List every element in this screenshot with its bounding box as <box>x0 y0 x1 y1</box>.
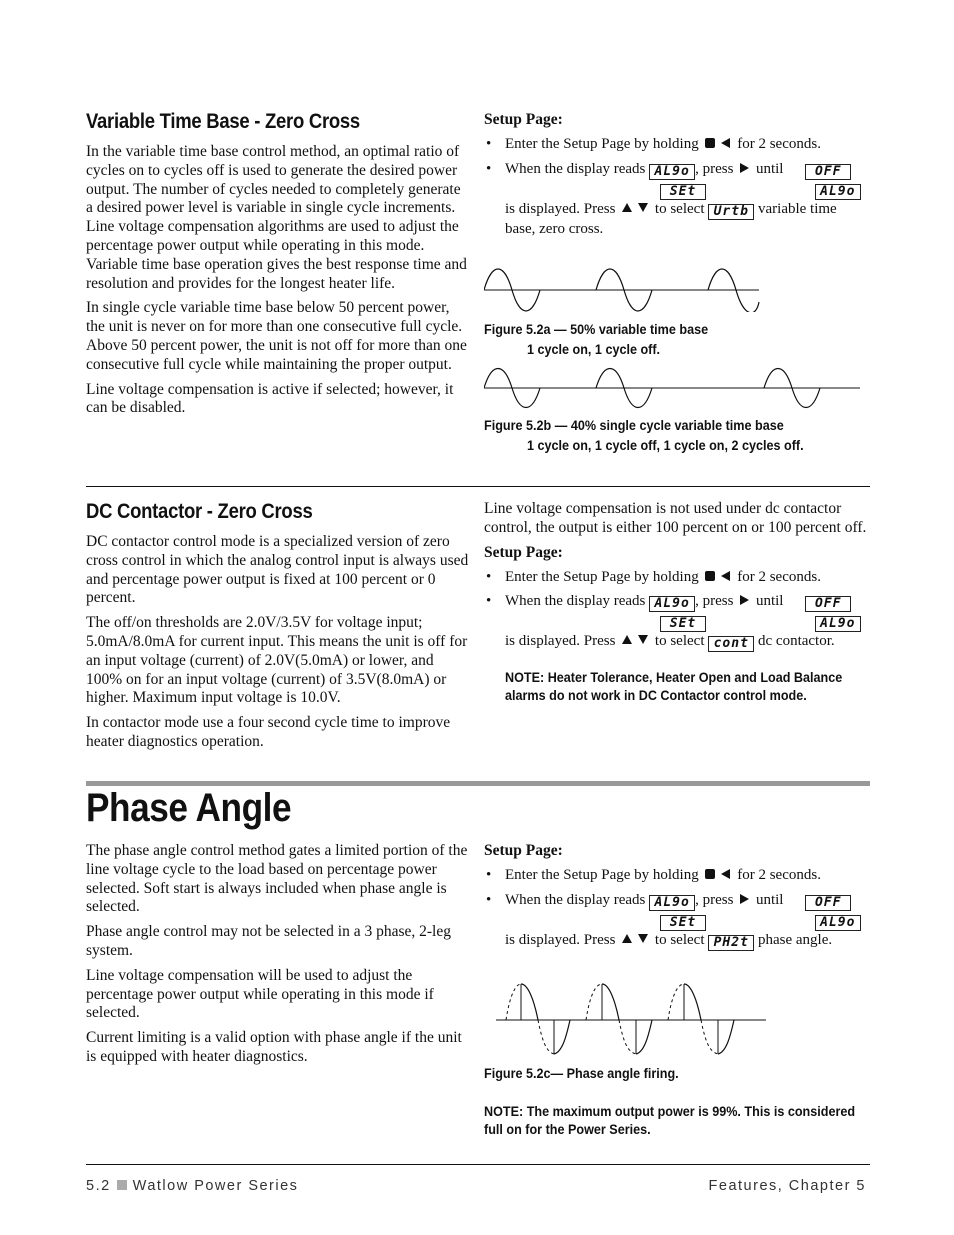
setup-steps <box>484 568 868 653</box>
lcd-display: AL9o <box>649 895 695 911</box>
paragraph: Line voltage compensation will be used to adjust the percentage power output while operating in this mode if selected. <box>86 966 434 1022</box>
step-text: for 2 seconds. <box>737 568 821 585</box>
step-text: to select <box>654 633 705 650</box>
lcd-display: PH2t <box>708 935 754 951</box>
setup-step: • When the display reads AL9o , press until OFF SEt AL9o is displayed. Press to select cont dc contactor. <box>484 592 868 652</box>
waveform-figure-5-2c <box>496 980 768 1058</box>
square-key-icon <box>705 571 715 581</box>
step-text: until <box>755 593 784 610</box>
figure-caption: Figure 5.2b — 40% single cycle variable time base <box>484 417 784 433</box>
paragraph: In contactor mode use a four second cycle time to improve heater diagnostics operation. <box>86 714 451 750</box>
footer-square-icon <box>117 1180 127 1190</box>
lcd-display: AL9o <box>649 164 695 180</box>
setup-step: • Enter the Setup Page by holding for 2 seconds. <box>486 136 821 152</box>
phase-angle-heading-wrap <box>86 786 319 831</box>
lcd-display: cont <box>708 636 754 652</box>
lcd-display: OFF <box>805 895 851 911</box>
step-text: dc contactor. <box>758 633 835 650</box>
step-text: variable time base, zero cross. <box>505 200 837 237</box>
setup-page-title: Setup Page: <box>484 543 563 561</box>
step-text: Enter the Setup Page by holding <box>505 136 699 152</box>
square-key-icon <box>705 138 715 148</box>
footer-right <box>709 1178 866 1194</box>
setup-step: • Enter the Setup Page by holding for 2 seconds. <box>486 568 821 585</box>
down-arrow-icon <box>638 934 648 943</box>
step-text: is displayed. Press <box>505 633 616 650</box>
step-text: is displayed. Press <box>505 200 616 217</box>
setup-step: • When the display reads AL9o , press until OFF SEt AL9o is displayed. Press to select PH2t phase angle. <box>484 891 868 951</box>
figure-caption: Figure 5.2a — 50% variable time base <box>484 321 709 337</box>
left-arrow-icon <box>721 138 730 148</box>
lcd-display: AL9o <box>649 596 695 612</box>
section-divider <box>86 486 870 487</box>
step-text: until <box>755 891 784 908</box>
setup-page-block-2 <box>484 500 868 704</box>
step-text: to select <box>654 200 705 217</box>
paragraph: DC contactor control mode is a specialized version of zero cross control in which the analog control input is always used and percentage power output is fixed at 100 percent or 0 percent. <box>86 533 469 607</box>
setup-steps <box>484 866 868 951</box>
step-text: , press <box>695 593 734 610</box>
paragraph: Phase angle control may not be selected in a 3 phase, 2-leg system. <box>86 923 451 959</box>
paragraph: Current limiting is a valid option with phase angle if the unit is equipped with heater diagnostics. <box>86 1029 462 1065</box>
step-text: for 2 seconds. <box>737 136 821 152</box>
up-arrow-icon <box>622 934 632 943</box>
lcd-display: OFF <box>805 596 851 612</box>
paragraph: The phase angle control method gates a limited portion of the line voltage cycle to the load based on percentage power selected. Soft start is always included when phase angle is selected. <box>86 842 468 916</box>
right-arrow-icon <box>740 894 749 904</box>
step-text: until <box>755 160 784 177</box>
setup-step: • When the display reads AL9o , press until OFF SEt AL9o is displayed. Press to select Urtb variable time base, zero cross. <box>484 160 868 239</box>
paragraph: Line voltage compensation is not used under dc contactor control, the output is either 100 percent on or 100 percent off. <box>484 500 867 536</box>
lcd-display: AL9o <box>815 915 861 931</box>
step-text: , press <box>695 160 734 177</box>
setup-page-title: Setup Page: <box>484 842 563 859</box>
paragraph: In the variable time base control method, an optimal ratio of cycles on to cycles off is used to generate the desired power output. The number of cycles needed to completely generate a desired power level is variable in single cycle increments. Line voltage compensation algorithms are used to adjust the percentage power output while operating in this mode. Variable time base operation gives the best response time and resolution and provides for the longest heater life. <box>86 143 467 292</box>
footer-divider <box>86 1164 870 1165</box>
footer-left <box>86 1178 298 1194</box>
phase-angle-section <box>86 842 470 1073</box>
setup-step: • Enter the Setup Page by holding for 2 seconds. <box>486 867 821 883</box>
down-arrow-icon <box>638 635 648 644</box>
section-title-variable-time-base: Variable Time Base - Zero Cross <box>86 110 360 133</box>
paragraph: The off/on thresholds are 2.0V/3.5V for voltage input; 5.0mA/8.0mA for current input. This means the unit is off for an input voltage (current) of 2.0V(5.0mA) or lower, and 100% on for an input voltage (current) of 3.5V(8.0mA) or higher. Maximum input voltage is 10.0V. <box>86 614 468 707</box>
left-arrow-icon <box>721 571 730 581</box>
lcd-display: Urtb <box>708 204 754 220</box>
figure-caption: 1 cycle on, 1 cycle off, 1 cycle on, 2 cycles off. <box>527 437 804 453</box>
lcd-display: SEt <box>660 915 706 931</box>
step-text: to select <box>654 931 705 948</box>
step-text: is displayed. Press <box>505 931 616 948</box>
down-arrow-icon <box>638 203 648 212</box>
right-arrow-icon <box>740 595 749 605</box>
product-name: Watlow Power Series <box>132 1178 299 1194</box>
step-text: , press <box>695 891 734 908</box>
square-key-icon <box>705 869 715 879</box>
setup-page-block-1 <box>484 111 868 244</box>
figure-caption: Figure 5.2c— Phase angle firing. <box>484 1065 679 1081</box>
lcd-display: AL9o <box>815 616 861 632</box>
chapter-name: Features, Chapter 5 <box>708 1178 866 1194</box>
lcd-display: AL9o <box>815 184 861 200</box>
step-text: When the display reads <box>505 891 646 908</box>
lcd-display: OFF <box>805 164 851 180</box>
setup-page-block-3 <box>484 842 868 957</box>
waveform-figure-5-2a <box>484 262 764 312</box>
right-arrow-icon <box>740 163 749 173</box>
note-text: NOTE: Heater Tolerance, Heater Open and Load Balance alarms do not work in DC Contactor control mode. <box>505 669 843 704</box>
step-text: Enter the Setup Page by holding <box>505 568 699 585</box>
step-text: phase angle. <box>758 931 833 948</box>
step-text: When the display reads <box>505 160 646 177</box>
variable-time-base-section <box>86 110 470 424</box>
lcd-display: SEt <box>660 184 706 200</box>
dc-contactor-section <box>86 500 470 758</box>
note-text: NOTE: The maximum output power is 99%. This is considered full on for the Power Series. <box>484 1103 856 1137</box>
paragraph: Line voltage compensation is active if selected; however, it can be disabled. <box>86 380 454 417</box>
setup-page-title: Setup Page: <box>484 111 563 128</box>
figure-caption: 1 cycle on, 1 cycle off. <box>527 341 661 357</box>
section-title-dc-contactor: DC Contactor - Zero Cross <box>86 500 313 523</box>
setup-steps <box>484 135 868 238</box>
step-text: Enter the Setup Page by holding <box>505 867 699 883</box>
waveform-figure-5-2b <box>484 364 864 414</box>
page-title-phase-angle: Phase Angle <box>86 786 292 830</box>
up-arrow-icon <box>622 635 632 644</box>
paragraph: In single cycle variable time base below 50 percent power, the unit is never on for more than one consecutive full cycle. Above 50 percent power, the unit is not off for more than one consecutive full cycle while maintaining the proper output. <box>86 299 467 373</box>
up-arrow-icon <box>622 203 632 212</box>
step-text: for 2 seconds. <box>737 867 821 883</box>
left-arrow-icon <box>721 869 730 879</box>
page-number: 5.2 <box>86 1178 111 1194</box>
lcd-display: SEt <box>660 616 706 632</box>
step-text: When the display reads <box>505 593 646 610</box>
